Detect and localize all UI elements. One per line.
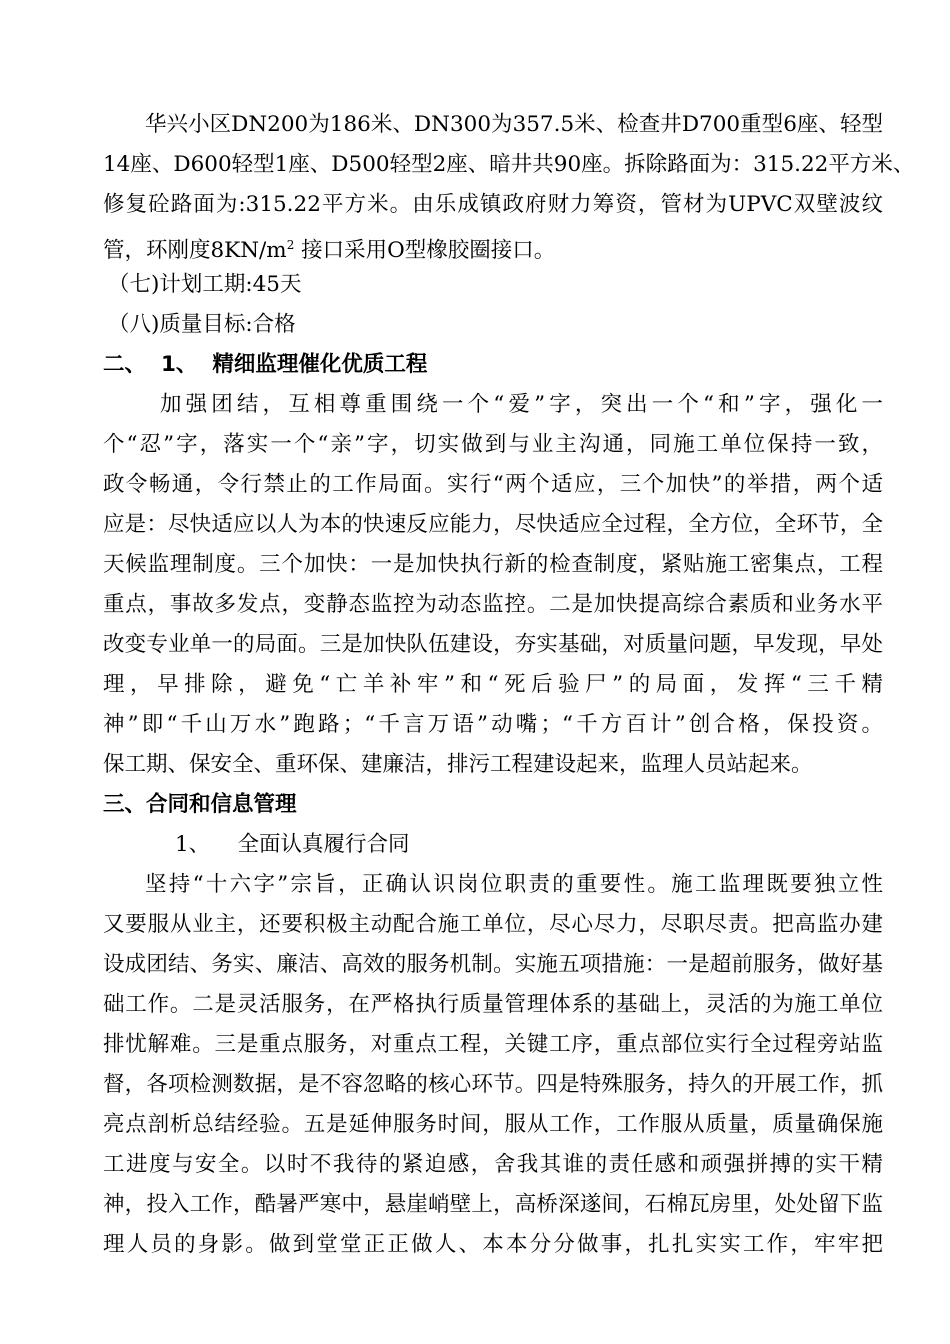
paragraph-line: 神”即“千山万水”跑路；“千言万语”动嘴；“千方百计”创合格，保投资。: [103, 712, 883, 737]
paragraph-line: 排忧解难。三是重点服务，对重点工程，关键工序，重点部位实行全过程旁站监: [103, 1032, 883, 1057]
paragraph-line: 坚持“十六字”宗旨，正确认识岗位职责的重要性。施工监理既要独立性: [145, 872, 883, 897]
paragraph-line: 础工作。二是灵活服务，在严格执行质量管理体系的基础上，灵活的为施工单位: [103, 992, 883, 1017]
item-schedule: （七)计划工期:45天: [108, 272, 302, 297]
paragraph-line: 神，投入工作，酷暑严寒中，悬崖峭壁上，高桥深遂间，石棉瓦房里，处处留下监: [103, 1192, 883, 1217]
paragraph-line: 华兴小区DN200为186米、DN300为357.5米、检查井D700重型6座、轻型: [145, 112, 883, 137]
paragraph-line: [103, 230, 556, 263]
paragraph-line: 应是：尽快适应以人为本的快速反应能力，尽快适应全过程，全方位，全环节，全: [103, 512, 883, 537]
sub-heading: 1、 全面认真履行合同: [175, 832, 410, 857]
superscript: 2: [286, 238, 295, 252]
paragraph-line: 修复砼路面为:315.22平方米。由乐成镇政府财力筹资，管材为UPVC双壁波纹: [103, 192, 883, 217]
paragraph-line: 设成团结、务实、廉洁、高效的服务机制。实施五项措施：一是超前服务，做好基: [103, 952, 883, 977]
paragraph-line: 个“忍”字，落实一个“亲”字，切实做到与业主沟通，同施工单位保持一致，: [103, 432, 883, 457]
paragraph-line: 又要服从业主，还要积极主动配合施工单位，尽心尽力，尽职尽责。把高监办建: [103, 912, 883, 937]
paragraph-line: 重点，事故多发点，变静态监控为动态监控。二是加快提高综合素质和业务水平: [103, 592, 883, 617]
paragraph-line: 改变专业单一的局面。三是加快队伍建设，夯实基础，对质量问题，早发现，早处: [103, 632, 883, 657]
paragraph-line: 保工期、保安全、重环保、建廉洁，排污工程建设起来，监理人员站起来。: [103, 752, 813, 777]
paragraph-line: 理人员的身影。做到堂堂正正做人、本本分分做事，扎扎实实工作，牢牢把: [103, 1232, 883, 1257]
section-heading: 三、合同和信息管理: [103, 792, 297, 817]
item-quality-goal: （八)质量目标:合格: [108, 312, 296, 337]
section-heading: 二、 1、 精细监理催化优质工程: [103, 352, 428, 377]
paragraph-line: 工进度与安全。以时不我待的紧迫感，舍我其谁的责任感和顽强拼搏的实干精: [103, 1152, 883, 1177]
text-run: 接口采用O型橡胶圈接口。: [294, 238, 556, 263]
paragraph-line: 理，早排除，避免“亡羊补牢”和“死后验尸”的局面，发挥“三千精: [103, 672, 883, 697]
paragraph-line: 政令畅通，令行禁止的工作局面。实行“两个适应，三个加快”的举措，两个适: [103, 472, 883, 497]
paragraph-line: 加强团结，互相尊重围绕一个“爱”字，突出一个“和”字，强化一: [160, 392, 883, 417]
text-run: 管，环刚度8KN/m: [103, 238, 287, 263]
paragraph-line: 天候监理制度。三个加快：一是加快执行新的检查制度，紧贴施工密集点，工程: [103, 552, 883, 577]
paragraph-line: 督，各项检测数据，是不容忽略的核心环节。四是特殊服务，持久的开展工作，抓: [103, 1072, 883, 1097]
paragraph-line: 14座、D600轻型1座、D500轻型2座、暗井共90座。拆除路面为：315.22平方米、: [103, 152, 915, 177]
paragraph-line: 亮点剖析总结经验。五是延伸服务时间，服从工作，工作服从质量，质量确保施: [103, 1112, 883, 1137]
